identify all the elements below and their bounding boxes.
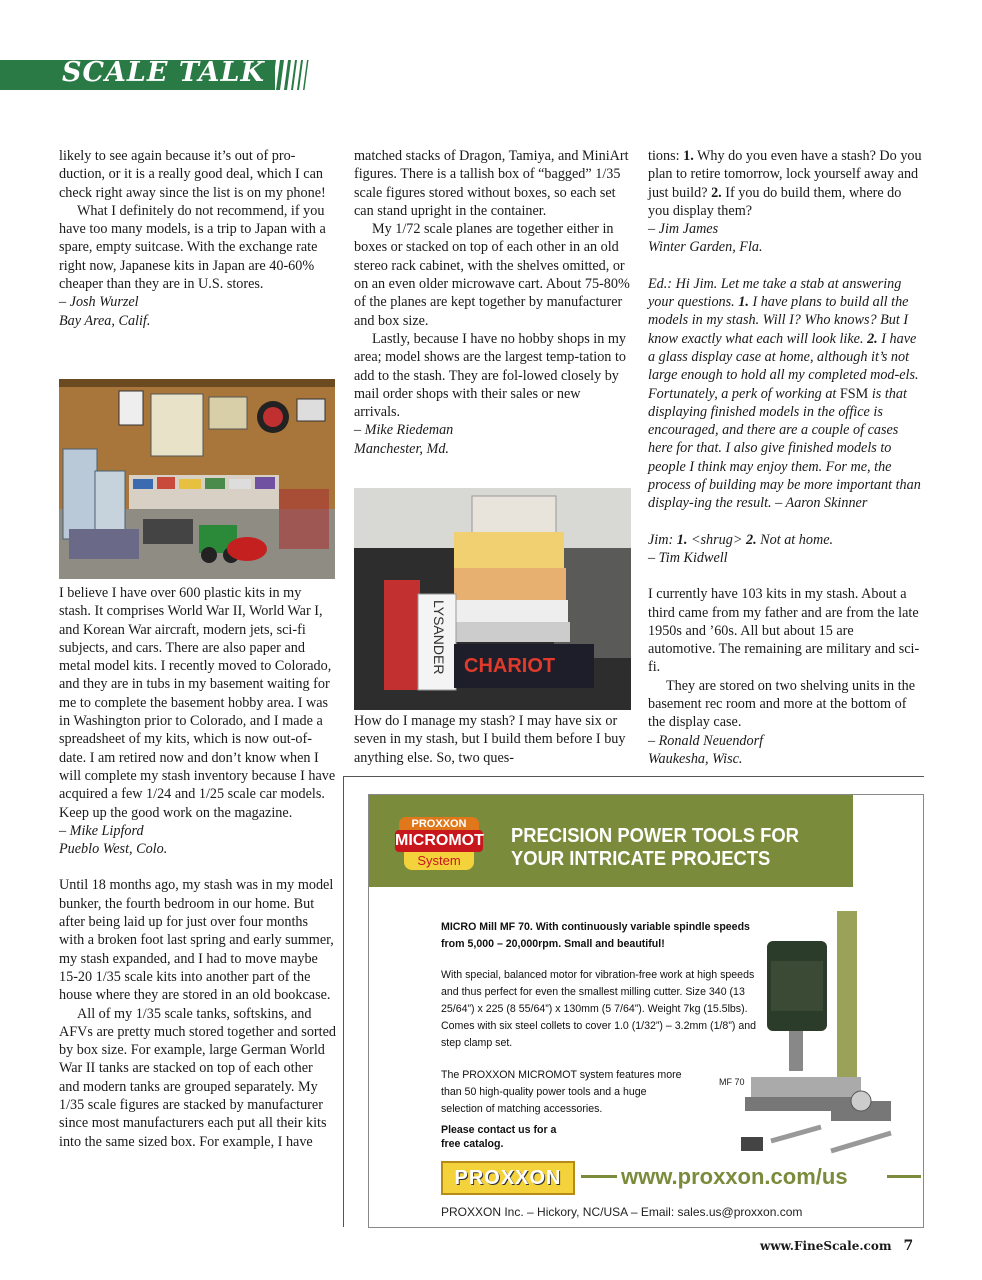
paragraph: How do I manage my stash? I may have six or seven in my stash, but I build them before I buy anything else. So, two ques- — [354, 713, 626, 766]
text-run: I have a glass display case at home, although it’s not large enough to hold all my completed mod-els. Fortunately, a perk of working at — [648, 330, 919, 402]
photo-stash-room-image — [59, 379, 335, 579]
ad-body — [441, 967, 771, 1052]
paragraph: Lastly, because I have no hobby shops in my area; model shows are the largest temp-tation to add to the stash. They are fol-lowed closely by mail order shops with their sales or new arrivals. — [354, 330, 627, 421]
column-2-top — [354, 147, 630, 458]
signature-name: – Jim James — [648, 221, 719, 238]
url-line-right — [887, 1175, 921, 1178]
magazine-abbrev: FSM — [839, 385, 869, 402]
header-stripes — [270, 60, 315, 90]
paragraph: All of my 1/35 scale tanks, softskins, and AFVs are pretty much stored together and sorted by box size. For example, large German World War II tanks are stacked on top of each other and modern tanks are grouped separately. My 1/35 scale figures are stacked by manufacturer since most manufacturers each put all their kits into the same sized box. For example, I have — [59, 1005, 336, 1150]
photo-kit-stack — [354, 488, 631, 710]
proxxon-ad[interactable] — [368, 794, 924, 1228]
signature-name: – Ronald Neuendorf — [648, 732, 764, 749]
micromot-logo — [395, 817, 485, 875]
model-label: MF 70 — [719, 1077, 745, 1087]
ad-footer: PROXXON Inc. – Hickory, NC/USA – Email: sales.us@proxxon.com — [441, 1205, 803, 1219]
text-run: I have plans to build all the models in my stash. Will I? Who knows? But I know exactly what each will look like. — [648, 294, 909, 347]
ad-contact — [441, 1123, 561, 1151]
answer-number: 2. — [745, 531, 757, 548]
ad-url[interactable] — [621, 1161, 848, 1193]
paragraph: likely to see again because it’s out of pro-duction, or it is a really good deal, which I can check right away since the list is on my phone! — [59, 148, 326, 201]
page-footer — [760, 1238, 913, 1254]
proxxon-logo: PROXXON — [441, 1161, 575, 1195]
column-2-bottom — [354, 712, 630, 767]
paragraph: They are stored on two shelving units in the basement rec room and more at the bottom of the display case. — [648, 677, 916, 731]
paragraph: Until 18 months ago, my stash was in my model bunker, the fourth bedroom in our home. But after being laid up for just over four months with a broken foot last spring and early summer, my stash expanded, and I had to move maybe 15-20 1/35 scale kits into another part of the house where they are stored in an old bookcase. — [59, 877, 334, 1004]
footer-site: www.FineScale.com — [760, 1239, 892, 1253]
signature-name: – Mike Riedeman — [354, 422, 454, 439]
signature-name: – Tim Kidwell — [648, 549, 728, 566]
section-title: SCALE TALK — [62, 57, 265, 88]
signature-place: Winter Garden, Fla. — [648, 239, 763, 256]
answer-number: 1. — [676, 531, 688, 548]
ad-body-2 — [441, 1067, 691, 1118]
column-1-top — [59, 147, 336, 330]
logo-bottom: System — [404, 852, 474, 870]
editor-reply — [648, 275, 924, 513]
ad-headline — [511, 825, 799, 871]
paragraph: matched stacks of Dragon, Tamiya, and MiniArt figures. There is a tallish box of “bagged” 1/35 scale figures stored without boxes, so each set can stand upright in the container. — [354, 148, 629, 219]
ad-lead — [441, 919, 761, 953]
signature-place: Pueblo West, Colo. — [59, 841, 168, 858]
signature-place: Bay Area, Calif. — [59, 312, 151, 329]
headline-line: YOUR INTRICATE PROJECTS — [511, 848, 771, 870]
logo-mid: MICROMOT — [395, 830, 483, 852]
body-text: With special, balanced motor for vibration-free work at high speeds and thus perfect for even the smallest milling cutter. Size 340 (13 25/64”) x 225 (8 55/64”) x 130mm (5 7/64”). Weight 7kg (15.5lbs). Comes with six steel collets to cover 1.0 (1/32”) – 3.2mm (1/8”) and step clamp set. — [441, 969, 756, 1049]
paragraph: I believe I have over 600 plastic kits in my stash. It comprises World War II, World War I, and Korean War aircraft, modern jets, sci-fi subjects, and cars. There are also paper and metal model kits. I recently moved to Colorado, and they are in tubs in my basement waiting for me to complete the basement hobby area. I was in Washington prior to Colorado, and I made a spreadsheet of my kits, which is now out-of-date. I am retired now and don’t know when I will complete my stash inventory because I have acquired a few 1/24 and 1/25 scale car models. Keep up the good work on the magazine. — [59, 585, 336, 821]
column-3 — [648, 147, 924, 768]
text-run: Ed.: Hi Jim. Let me take a stab at answering your questions. — [648, 275, 902, 311]
paragraph — [648, 147, 924, 220]
question-number: 1. — [683, 148, 694, 164]
column-1-bottom — [59, 584, 336, 1151]
text-run: tions: — [648, 148, 684, 164]
text-run: Why do you even have a stash? Do you plan to retire tomorrow, lock yourself away and just build? — [648, 148, 922, 201]
page-number: 7 — [903, 1238, 914, 1254]
answer-number: 2. — [867, 330, 878, 347]
milling-machine-image — [741, 901, 921, 1171]
signature-name: – Josh Wurzel — [59, 294, 139, 311]
headline-line: PRECISION POWER TOOLS FOR — [511, 825, 799, 847]
text-run: If you do build them, where do you display them? — [648, 184, 902, 219]
url-text[interactable]: www.proxxon.com/us — [621, 1164, 848, 1189]
photo-kit-stack-image — [354, 488, 631, 710]
signature-place: Waukesha, Wisc. — [648, 750, 743, 767]
logo-top: PROXXON — [399, 817, 479, 831]
signature-name: – Mike Lipford — [59, 822, 144, 839]
lead-text: MICRO Mill MF 70. With continuously variable spindle speeds from 5,000 – 20,000rpm. Small and beautiful! — [441, 921, 750, 950]
url-line-left — [581, 1175, 617, 1178]
box-label-chariot: CHARIOT — [464, 655, 556, 677]
signature-place: Manchester, Md. — [354, 440, 449, 457]
paragraph: My 1/72 scale planes are together either in boxes or stacked on top of each other in an old stereo rack cabinet, with the shelves omitted, or on an even older microwave cart. About 75-80% of the planes are kept together by manufacturer and box size. — [354, 221, 630, 329]
answer-number: 1. — [738, 294, 749, 311]
photo-stash-room — [59, 379, 335, 579]
text-run: Jim: — [648, 531, 677, 548]
paragraph: What I definitely do not recommend, if you have too many models, is a trip to Japan with a spare, empty suitcase. With the exchange rate right now, Japanese kits in Japan are 40-60% cheaper than they are in U.S. stores. — [59, 202, 326, 293]
body-text: The PROXXON MICROMOT system features more than 50 high-quality power tools and a huge selection of matching accessories. — [441, 1069, 682, 1115]
jim-reply — [648, 531, 924, 549]
question-number: 2. — [711, 184, 722, 201]
text-run: Not at home. — [756, 531, 834, 548]
text-run: is that displaying finished models in the office is encouraged, and there are a couple of cases here for that. I also give finished models to people I think may enjoy them. For me, the process of building may be more important than display-ing the result. – Aaron Skinner — [648, 385, 921, 512]
text-run: <shrug> — [687, 531, 746, 548]
paragraph: I currently have 103 kits in my stash. About a third came from my father and are from the late 1950s and ’60s. All but about 15 are automotive. The remaining are military and sci-fi. — [648, 586, 920, 676]
contact-text: Please contact us for a free catalog. — [441, 1124, 557, 1150]
box-label-lysander: LYSANDER — [431, 600, 447, 675]
